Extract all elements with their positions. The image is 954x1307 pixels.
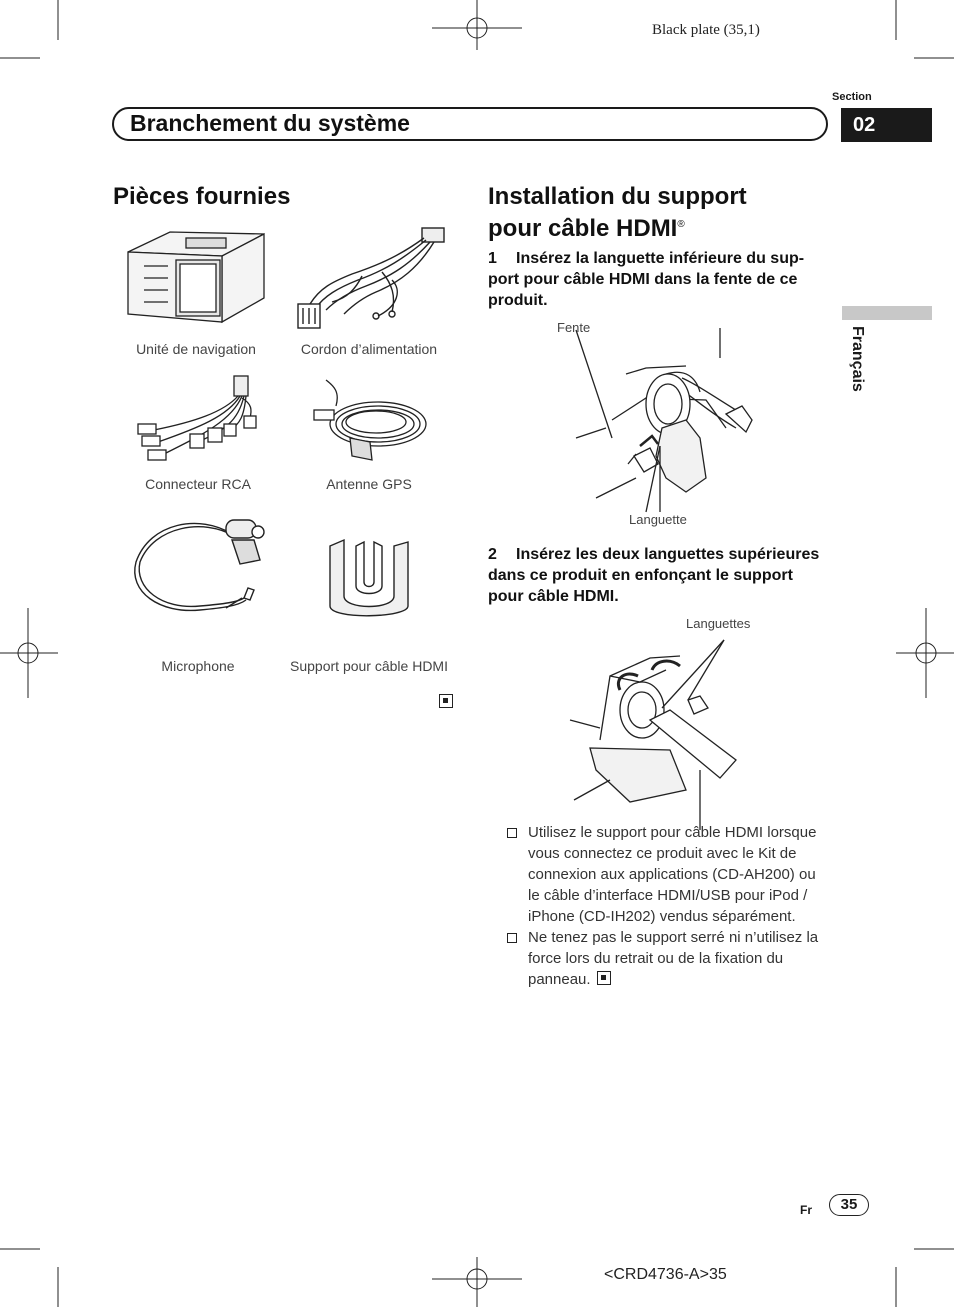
slot-insertion-diagram bbox=[576, 328, 756, 518]
hdmi-cable-holder-icon bbox=[324, 536, 424, 626]
plate-label: Black plate (35,1) bbox=[652, 22, 760, 38]
diagram-label-tab: Languette bbox=[629, 512, 687, 527]
install-heading-line1: Installation du support bbox=[488, 183, 747, 210]
language-code: Fr bbox=[800, 1203, 812, 1217]
install-heading-line2 bbox=[488, 211, 685, 243]
step-number: 2 bbox=[488, 546, 497, 563]
section-label: Section bbox=[832, 91, 872, 103]
note-bullet-icon bbox=[507, 828, 517, 838]
part-caption: Microphone bbox=[161, 658, 235, 674]
section-number: 02 bbox=[841, 108, 932, 142]
language-tab bbox=[838, 326, 878, 416]
step-text: Insérez la languette inférieure du sup-port pour câble HDMI dans la fente de ce produit. bbox=[488, 250, 805, 309]
language-label: Français bbox=[849, 326, 866, 392]
part-caption: Antenne GPS bbox=[326, 476, 412, 492]
page-number: 35 bbox=[829, 1194, 869, 1216]
gps-antenna-icon bbox=[306, 376, 436, 466]
step-2 bbox=[488, 544, 828, 607]
registered-mark: ® bbox=[677, 219, 685, 230]
language-tab-bar bbox=[842, 306, 932, 320]
diagram-label-tabs: Languettes bbox=[686, 616, 751, 631]
install-heading-text: pour câble HDMI bbox=[488, 215, 678, 242]
diagram-label-slot: Fente bbox=[557, 320, 591, 335]
power-cord-icon bbox=[292, 224, 452, 334]
step-text: Insérez les deux languettes supérieures dans ce produit en enfonçant le support pour câble HDMI. bbox=[488, 546, 820, 605]
note-text: Utilisez le support pour câble HDMI lorsque vous connectez ce produit avec le Kit de connexion aux applications (CD-AH200) ou le câble d’interface HDMI/USB pour iPod / iPhone (CD-IH202) vendus séparément. bbox=[528, 824, 817, 925]
end-of-section-mark bbox=[597, 971, 611, 985]
navigation-unit-icon bbox=[124, 226, 274, 336]
note-text: Ne tenez pas le support serré ni n’utilisez la force lors du retrait ou de la fixation du panneau. bbox=[528, 929, 819, 988]
microphone-icon bbox=[130, 514, 270, 624]
part-caption: Support pour câble HDMI bbox=[290, 658, 448, 674]
parts-heading: Pièces fournies bbox=[113, 183, 291, 210]
top-tabs-diagram bbox=[570, 630, 750, 830]
part-caption: Connecteur RCA bbox=[145, 476, 251, 492]
chapter-title: Branchement du système bbox=[130, 110, 410, 136]
step-1 bbox=[488, 248, 828, 311]
part-caption: Unité de navigation bbox=[136, 341, 256, 357]
step-number: 1 bbox=[488, 250, 497, 267]
note-bullet-icon bbox=[507, 933, 517, 943]
part-caption: Cordon d’alimentation bbox=[300, 341, 438, 357]
rca-connector-icon bbox=[134, 372, 264, 472]
end-of-section-mark bbox=[439, 694, 453, 708]
job-code: <CRD4736-A>35 bbox=[604, 1266, 727, 1283]
